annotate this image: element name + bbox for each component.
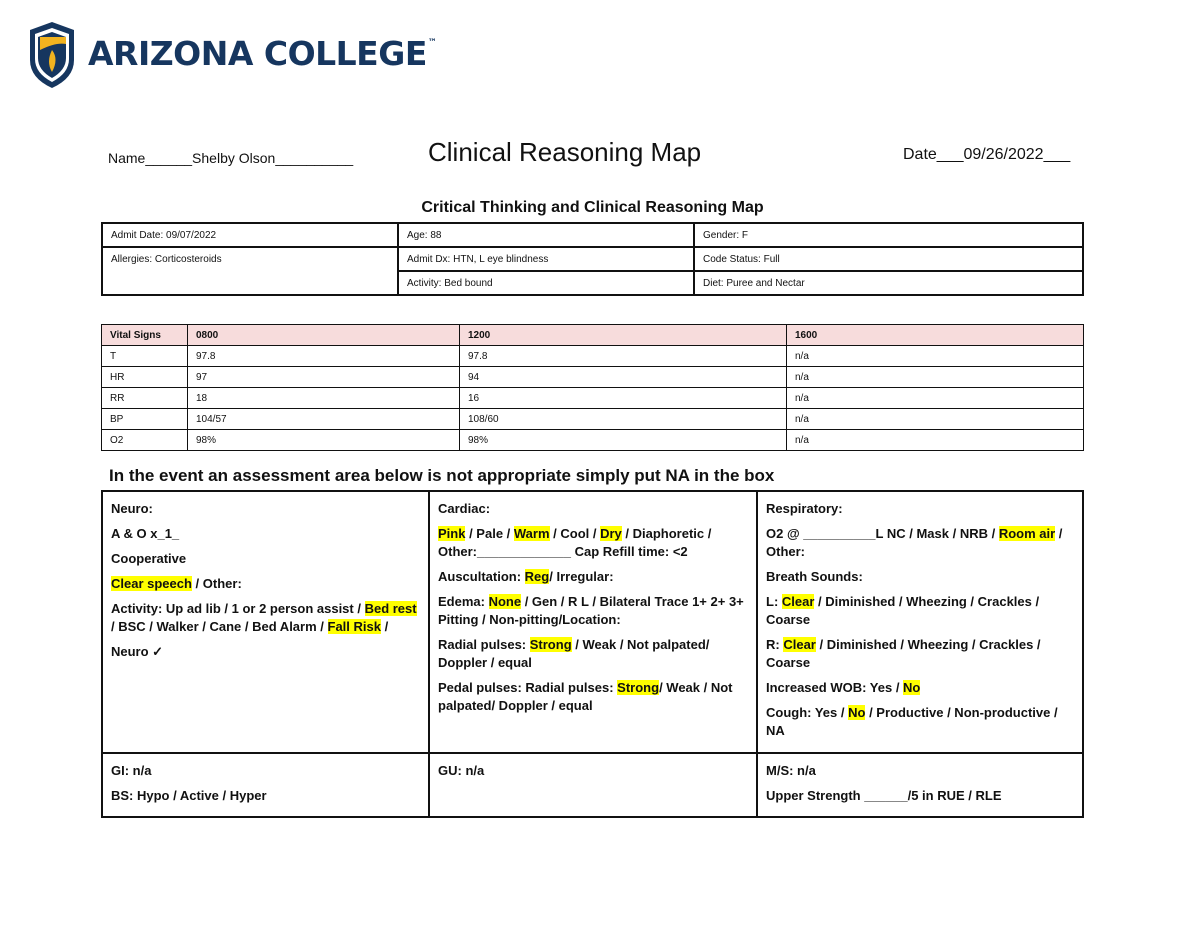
neuro-speech: [111, 575, 420, 593]
resp-wob: [766, 679, 1074, 697]
text: /: [380, 619, 389, 634]
highlight: Reg: [524, 569, 550, 584]
vital-value: 98%: [188, 430, 460, 451]
highlight: Dry: [600, 526, 622, 541]
gu-cell: [429, 753, 757, 817]
neuro-aox: A & O x_1_: [111, 526, 180, 541]
vital-value: 98%: [460, 430, 787, 451]
table-row: [102, 753, 1083, 817]
highlight: Fall Risk: [327, 619, 381, 634]
vital-value: 97.8: [460, 346, 787, 367]
highlight: Clear: [783, 637, 816, 652]
table-row: [102, 223, 1083, 247]
vital-value: 94: [460, 367, 787, 388]
highlight: No: [848, 705, 866, 720]
map-subtitle: Critical Thinking and Clinical Reasoning Map: [421, 199, 764, 216]
text: / Weak / Not palpated/ Doppler / equal: [438, 680, 733, 713]
vital-label: O2: [102, 430, 188, 451]
text: / Diminished / Wheezing / Crackles / Coarse: [766, 637, 1041, 670]
text: O2 @ __________L NC / Mask / NRB /: [766, 526, 999, 541]
admit-date: Admit Date: 09/07/2022: [102, 223, 398, 247]
vitals-header-row: [102, 325, 1084, 346]
ms-strength: Upper Strength ______/5 in RUE / RLE: [766, 788, 1002, 803]
cardiac-auscultation: [438, 568, 748, 586]
vital-label: RR: [102, 388, 188, 409]
vital-value: n/a: [787, 367, 1084, 388]
highlight: Room air: [998, 526, 1056, 541]
gu-label: GU: n/a: [438, 763, 485, 778]
code-status: Code Status: Full: [694, 247, 1083, 271]
neuro-cooperative: Cooperative: [111, 551, 187, 566]
resp-cough: [766, 704, 1074, 740]
gi-label: GI: n/a: [111, 763, 152, 778]
text: / Diaphoretic / Other:_____________ Cap Refill time: <2: [438, 526, 712, 559]
cardiac-heading: Cardiac:: [438, 501, 491, 516]
cardiac-cell: [429, 491, 757, 753]
vital-value: 16: [460, 388, 787, 409]
highlight: Clear: [781, 594, 815, 609]
vital-label: HR: [102, 367, 188, 388]
vital-value: 108/60: [460, 409, 787, 430]
highlight: None: [488, 594, 522, 609]
text: / Irregular:: [549, 569, 614, 584]
table-row: [102, 247, 1083, 271]
vitals-header: 0800: [188, 325, 460, 346]
text: Increased WOB: Yes /: [766, 680, 904, 695]
vital-value: 18: [188, 388, 460, 409]
gender: Gender: F: [694, 223, 1083, 247]
highlight: Pink: [438, 526, 466, 541]
vital-label: T: [102, 346, 188, 367]
vital-value: 104/57: [188, 409, 460, 430]
vitals-header: 1200: [460, 325, 787, 346]
vital-value: 97: [188, 367, 460, 388]
resp-right: [766, 636, 1074, 672]
table-row: [102, 430, 1084, 451]
vital-value: n/a: [787, 430, 1084, 451]
cardiac-radial: [438, 636, 748, 672]
vital-value: n/a: [787, 409, 1084, 430]
text: / Gen / R L / Bilateral Trace 1+ 2+ 3+ Pitting / Non-pitting/Location:: [438, 594, 744, 627]
text: R:: [766, 637, 784, 652]
gi-bowel-sounds: BS: Hypo / Active / Hyper: [111, 788, 267, 803]
age: Age: 88: [398, 223, 694, 247]
allergies: Allergies: Corticosteroids: [102, 247, 398, 295]
text: / BSC / Walker / Cane / Bed Alarm /: [111, 619, 328, 634]
text: Edema:: [438, 594, 489, 609]
resp-o2: [766, 525, 1074, 561]
text: / Productive / Non-productive / NA: [766, 705, 1058, 738]
gi-cell: [102, 753, 429, 817]
text: Radial pulses:: [438, 637, 530, 652]
highlight: Clear speech: [111, 576, 192, 591]
vitals-header: 1600: [787, 325, 1084, 346]
ms-label: M/S: n/a: [766, 763, 816, 778]
vital-value: 97.8: [188, 346, 460, 367]
table-row: [102, 346, 1084, 367]
vital-signs-table: [101, 324, 1084, 451]
highlight: Strong: [617, 680, 660, 695]
diet: Diet: Puree and Nectar: [694, 271, 1083, 295]
text: Pedal pulses: Radial pulses:: [438, 680, 618, 695]
assessment-table: [101, 490, 1084, 818]
text: L:: [766, 594, 782, 609]
vitals-header: Vital Signs: [102, 325, 188, 346]
highlight: Bed rest: [364, 601, 417, 616]
cardiac-edema: [438, 593, 748, 629]
text: / Cool /: [549, 526, 601, 541]
cardiac-pedal: [438, 679, 748, 715]
page-title: Clinical Reasoning Map: [428, 137, 702, 167]
text: / Other:: [191, 576, 242, 591]
vital-value: n/a: [787, 346, 1084, 367]
text: / Weak / Not palpated/ Doppler / equal: [438, 637, 710, 670]
cardiac-skin: [438, 525, 748, 561]
table-row: [102, 388, 1084, 409]
neuro-activity: [111, 600, 420, 636]
neuro-check: Neuro ✓: [111, 644, 164, 659]
highlight: Strong: [529, 637, 572, 652]
resp-heading: Respiratory:: [766, 501, 843, 516]
text: Auscultation:: [438, 569, 525, 584]
resp-breath-sounds: Breath Sounds:: [766, 569, 863, 584]
table-row: [102, 409, 1084, 430]
text: Activity: Up ad lib / 1 or 2 person assist /: [111, 601, 365, 616]
text: Cough: Yes /: [766, 705, 849, 720]
text: / Pale /: [465, 526, 514, 541]
na-instruction: In the event an assessment area below is not appropriate simply put NA in the box: [109, 466, 775, 485]
date-line: Date___09/26/2022___: [903, 146, 1071, 163]
highlight: No: [903, 680, 921, 695]
text: / Diminished / Wheezing / Crackles / Coarse: [766, 594, 1040, 627]
ms-cell: [757, 753, 1083, 817]
neuro-cell: [102, 491, 429, 753]
highlight: Warm: [513, 526, 550, 541]
activity: Activity: Bed bound: [398, 271, 694, 295]
respiratory-cell: [757, 491, 1083, 753]
resp-left: [766, 593, 1074, 629]
neuro-heading: Neuro:: [111, 501, 153, 516]
student-name-line: Name______Shelby Olson__________: [108, 150, 354, 166]
patient-info-table: [101, 222, 1084, 296]
logo-text: ARIZONA COLLEGE™: [88, 34, 437, 73]
table-row: [102, 491, 1083, 753]
vital-value: n/a: [787, 388, 1084, 409]
vital-label: BP: [102, 409, 188, 430]
text: / Other:: [766, 526, 1063, 559]
admit-dx: Admit Dx: HTN, L eye blindness: [398, 247, 694, 271]
table-row: [102, 367, 1084, 388]
